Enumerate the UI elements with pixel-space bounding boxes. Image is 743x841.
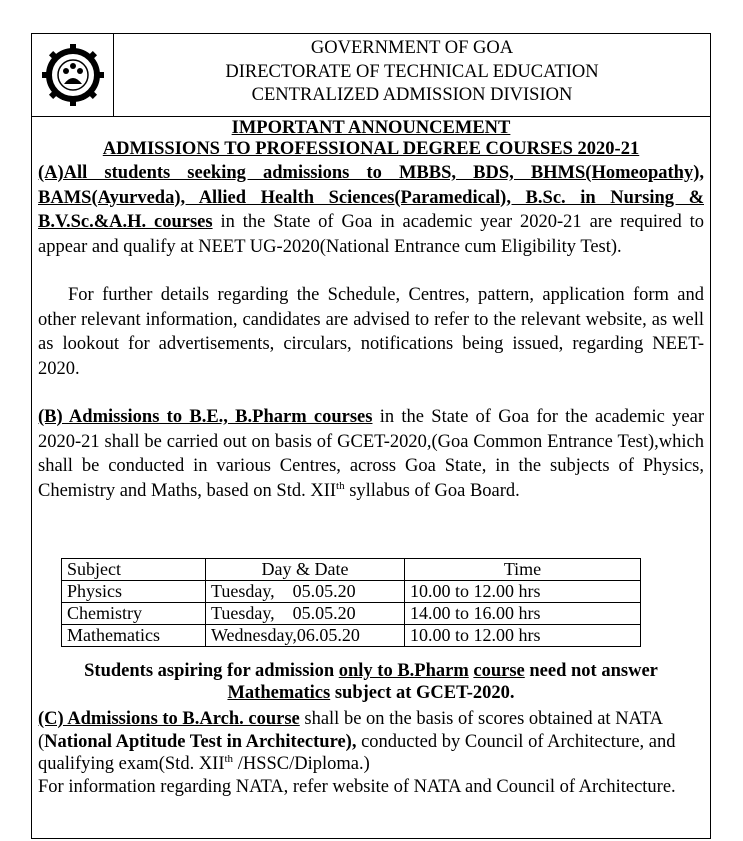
table-header-row: [62, 559, 641, 581]
table-row: [62, 625, 641, 647]
header-subject: Subject: [62, 559, 206, 581]
cell-date: Tuesday, 05.05.20: [206, 581, 405, 603]
announcement-body: [38, 118, 704, 503]
section-c-superscript: th: [224, 752, 234, 765]
announcement-subtitle: ADMISSIONS TO PROFESSIONAL DEGREE COURSES 2020-21: [102, 139, 640, 159]
section-a-paragraph: [38, 161, 704, 259]
header-line-2: DIRECTORATE OF TECHNICAL EDUCATION: [225, 62, 599, 82]
section-c-nata-info: For information regarding NATA, refer website of NATA and Council of Architecture.: [38, 776, 676, 797]
section-b-text: in the State of Goa for the academic year 2020-21 shall be carried out on basis of GCET-2020,(Goa Common Entrance Test),which shall be conducted in various Centres, across Goa State, in the subjects of Physics, Chemistry and Maths, based on Std. XII: [38, 407, 705, 501]
header-day-date: Day & Date: [206, 559, 405, 581]
logo-box: [32, 34, 114, 116]
announcement-title: IMPORTANT ANNOUNCEMENT: [231, 118, 511, 138]
note-underlined: course: [473, 661, 525, 681]
section-c-paragraph: [38, 708, 704, 776]
section-a-details: For further details regarding the Schedule, Centres, pattern, application form and other relevant information, candidates are advised to refer to the relevant website, as well as lookout for advertisements, circulars, notifications being issued, regarding NEET-2020.: [38, 285, 704, 379]
section-b-heading: (B) Admissions to B.E., B.Pharm courses: [38, 407, 373, 427]
exam-schedule-table: [61, 558, 641, 647]
section-b-paragraph: [38, 405, 704, 503]
header-line-1: GOVERNMENT OF GOA: [310, 38, 514, 58]
note-text: Students aspiring for admission: [84, 661, 339, 681]
cell-time: 10.00 to 12.00 hrs: [405, 625, 641, 647]
section-c-bold: National Aptitude Test in Architecture),: [44, 731, 357, 752]
table-row: [62, 581, 641, 603]
note-text: need not answer: [524, 661, 658, 681]
header-line-3: CENTRALIZED ADMISSION DIVISION: [251, 85, 573, 105]
note-underlined: Mathematics: [227, 683, 331, 703]
section-c-text: shall be on the basis of scores obtained at NATA (: [38, 709, 663, 752]
dte-goa-gear-logo-icon: [40, 42, 106, 108]
note-text: subject at GCET-2020.: [330, 683, 515, 703]
table-row: [62, 603, 641, 625]
section-b-text-end: syllabus of Goa Board.: [344, 480, 520, 501]
cell-subject: Chemistry: [62, 603, 206, 625]
cell-subject: Physics: [62, 581, 206, 603]
cell-date: Tuesday, 05.05.20: [206, 603, 405, 625]
header-time: Time: [405, 559, 641, 581]
section-b-superscript: th: [336, 479, 345, 492]
cell-time: 14.00 to 16.00 hrs: [405, 603, 641, 625]
section-c-text-end: /HSSC/Diploma.): [233, 754, 370, 774]
section-a-heading: (A)All students seeking admissions to MBBS, BDS, BHMS(Homeopathy), BAMS(Ayurveda), Allied Health Sciences(Paramedical), B.Sc. in Nursing & B.V.Sc.&A.H. courses: [38, 163, 704, 232]
letterhead: [32, 34, 710, 117]
note-underlined: only to B.Pharm: [338, 661, 469, 681]
bpharm-note: [38, 660, 704, 704]
cell-time: 10.00 to 12.00 hrs: [405, 581, 641, 603]
section-a-text: in the State of Goa in academic year 2020-21 are required to appear and qualify at NEET UG-2020(National Entrance cum Eligibility Test).: [38, 212, 704, 257]
cell-date: Wednesday,06.05.20: [206, 625, 405, 647]
section-c-heading: (C) Admissions to B.Arch. course: [38, 709, 300, 729]
section-c: [38, 708, 704, 798]
section-c-text: conducted by Council of Architecture, and qualifying exam(Std. XII: [38, 731, 676, 774]
cell-subject: Mathematics: [62, 625, 206, 647]
